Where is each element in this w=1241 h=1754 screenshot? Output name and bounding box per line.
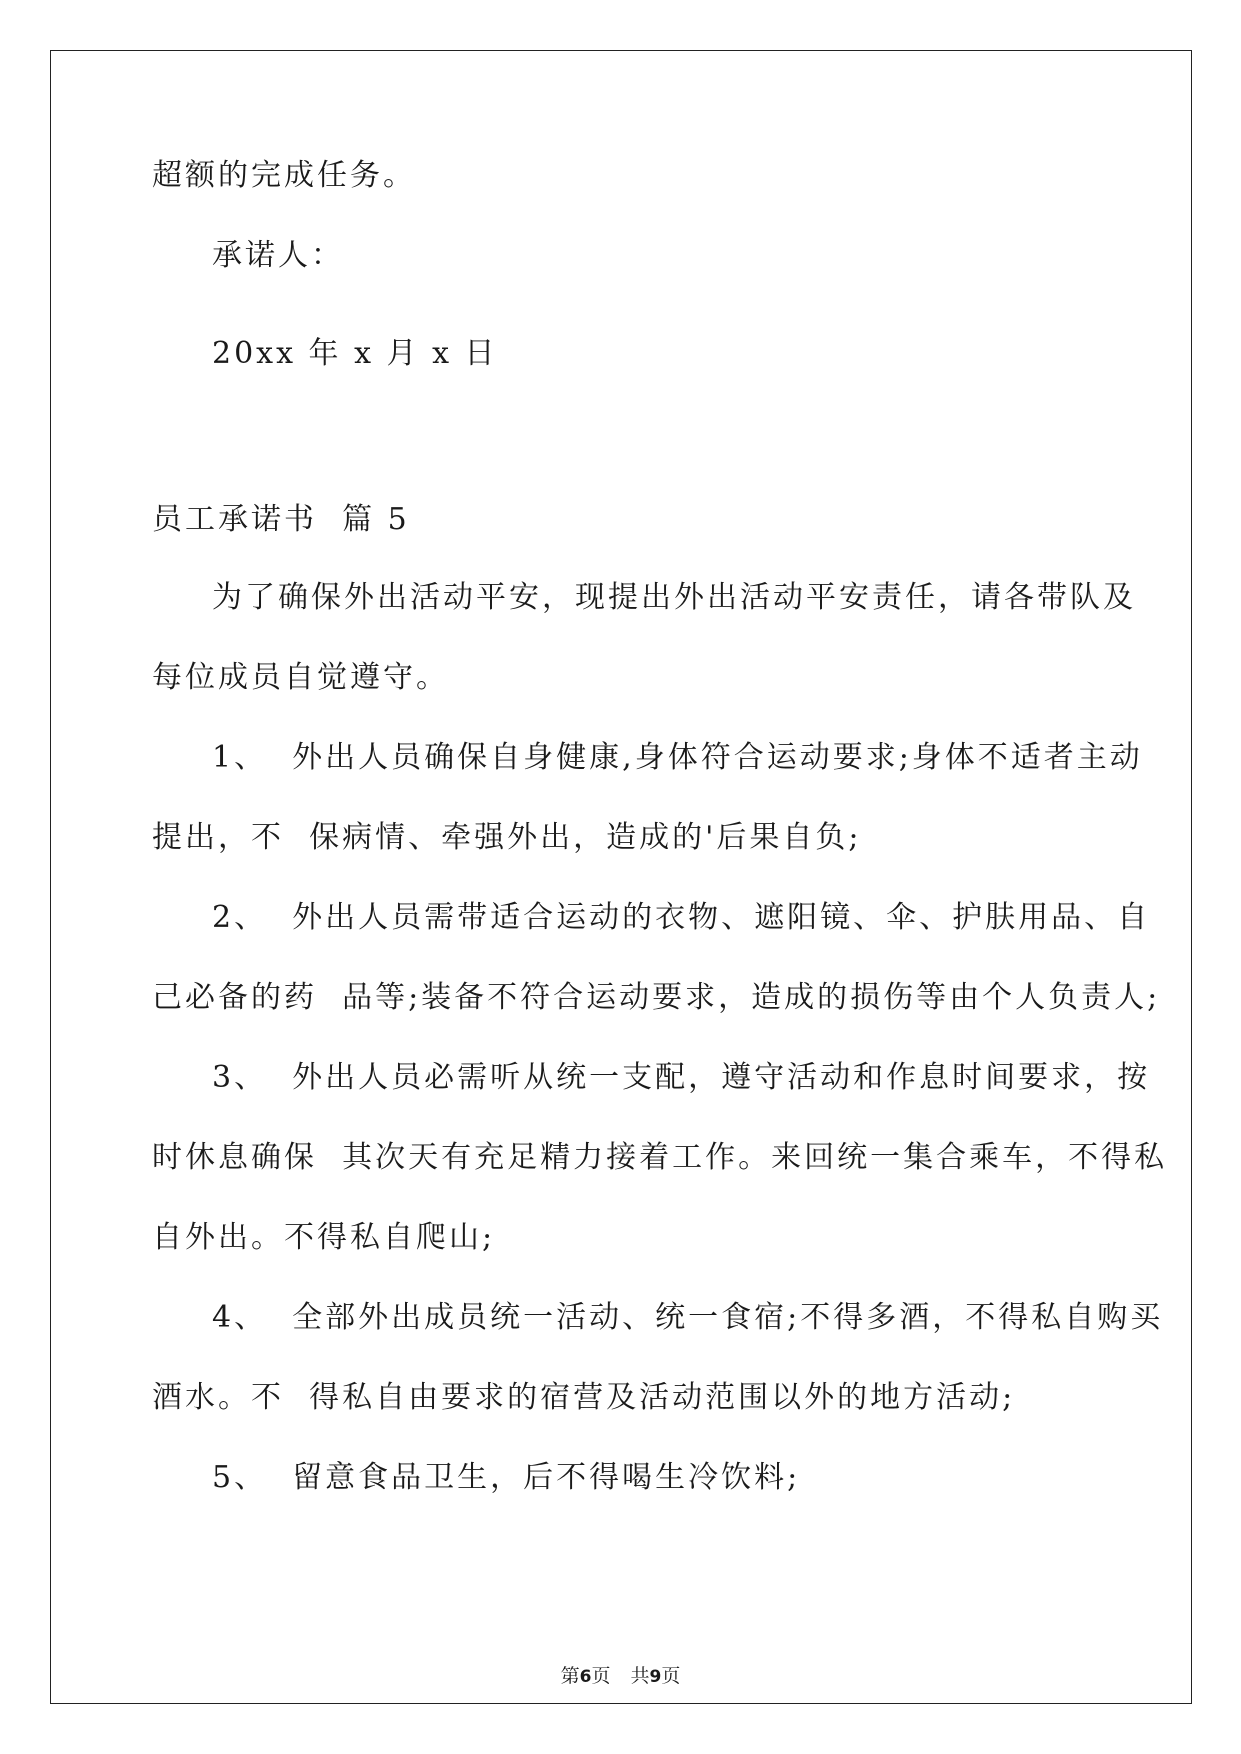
total-page-number: 9 <box>649 1667 662 1687</box>
page-footer <box>0 1664 1241 1689</box>
list-item-5: 5、 留意食品卫生，后不得喝生冷饮料; <box>212 1460 801 1495</box>
page-border <box>50 50 1192 1704</box>
date-line: 20xx 年 x 月 x 日 <box>212 336 498 371</box>
footer-total-unit: 页 <box>661 1665 681 1687</box>
signer-label: 承诺人： <box>212 238 344 273</box>
list-item-1: 1、 外出人员确保自身健康,身体符合运动要求;身体不适者主动 <box>212 740 1143 775</box>
body-line: 超额的完成任务。 <box>152 158 416 193</box>
section-heading: 员工承诺书 篇 5 <box>152 502 410 537</box>
body-line: 时休息确保 其次天有充足精力接着工作。来回统一集合乘车，不得私 <box>152 1140 1168 1175</box>
footer-prefix: 第 <box>560 1665 580 1687</box>
body-line: 提出，不 保病情、牵强外出，造成的'后果自负; <box>152 820 862 855</box>
footer-page-unit: 页 <box>591 1665 611 1687</box>
body-line: 每位成员自觉遵守。 <box>152 660 449 695</box>
footer-total-prefix: 共 <box>630 1665 650 1687</box>
list-item-4: 4、 全部外出成员统一活动、统一食宿;不得多酒，不得私自购买 <box>212 1300 1164 1335</box>
list-item-3: 3、 外出人员必需听从统一支配，遵守活动和作息时间要求，按 <box>212 1060 1151 1095</box>
body-line: 自外出。不得私自爬山; <box>152 1220 496 1255</box>
body-line: 己必备的药 品等;装备不符合运动要求，造成的损伤等由个人负责人; <box>152 980 1161 1015</box>
body-line: 为了确保外出活动平安，现提出外出活动平安责任，请各带队及 <box>212 580 1136 615</box>
body-line: 酒水。不 得私自由要求的宿营及活动范围以外的地方活动; <box>152 1380 1016 1415</box>
list-item-2: 2、 外出人员需带适合运动的衣物、遮阳镜、伞、护肤用品、自 <box>212 900 1151 935</box>
current-page-number: 6 <box>579 1667 592 1687</box>
